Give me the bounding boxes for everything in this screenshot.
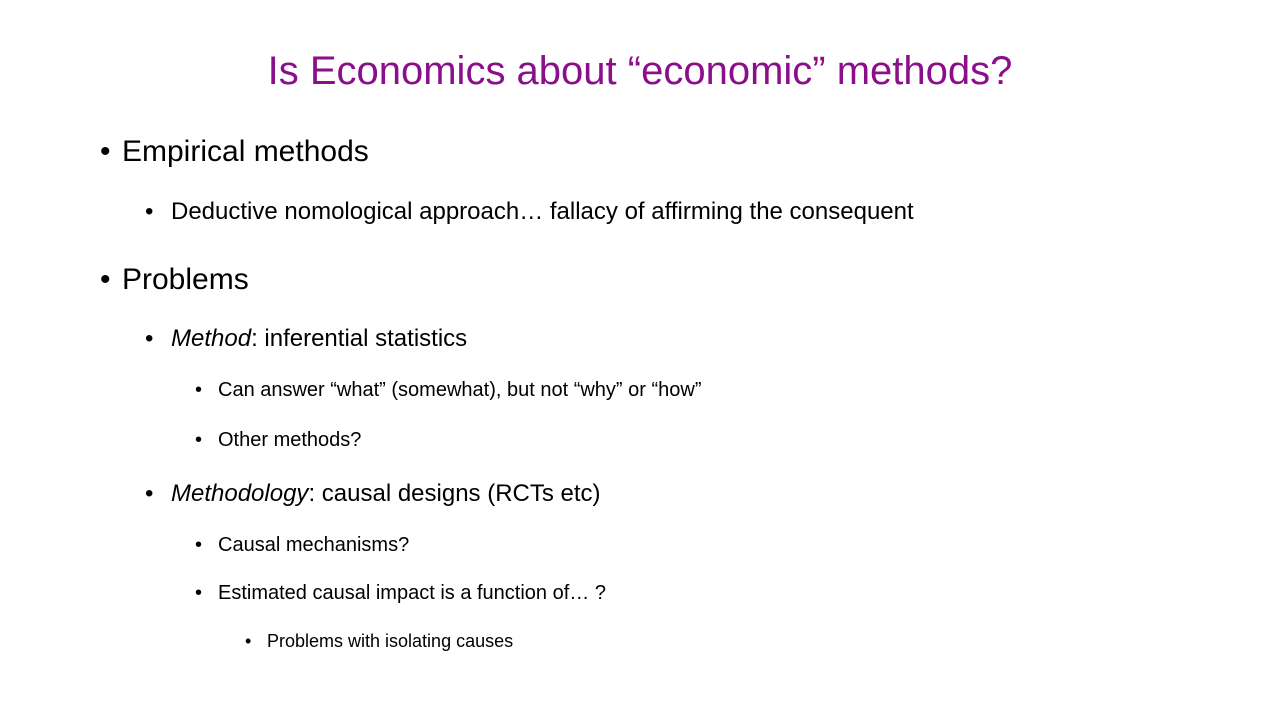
bullet-marker: • <box>195 582 203 604</box>
bullet-text: Causal mechanisms? <box>218 534 410 556</box>
bullet-empirical-methods <box>100 134 369 170</box>
bullet-deductive-nomological <box>145 197 914 227</box>
bullet-text: Can answer “what” (somewhat), but not “why” or “how” <box>218 379 702 401</box>
bullet-marker: • <box>100 263 111 296</box>
bullet-marker: • <box>195 379 203 401</box>
bullet-text: Problems with isolating causes <box>267 631 514 651</box>
bullet-marker: • <box>245 631 252 651</box>
bullet-text: : causal designs (RCTs etc) <box>308 480 601 507</box>
bullet-text: Deductive nomological approach… fallacy of affirming the consequent <box>171 198 914 225</box>
bullet-text: Empirical methods <box>122 135 369 168</box>
bullet-marker: • <box>195 429 203 451</box>
bullet-marker: • <box>100 135 111 168</box>
bullet-problems <box>100 262 249 298</box>
bullet-marker: • <box>145 198 154 225</box>
bullet-text: Other methods? <box>218 429 362 451</box>
bullet-other-methods <box>195 427 361 453</box>
slide-title: Is Economics about “economic” methods? <box>267 49 1013 93</box>
bullet-text: : inferential statistics <box>251 325 468 352</box>
bullet-isolating-causes <box>245 629 513 653</box>
bullet-term: Method <box>171 325 252 352</box>
bullet-can-answer <box>195 377 702 403</box>
bullet-marker: • <box>145 325 154 352</box>
bullet-term: Methodology <box>171 480 309 507</box>
bullet-estimated-causal-impact <box>195 580 606 606</box>
bullet-method <box>145 324 467 354</box>
bullet-text: Problems <box>122 263 249 296</box>
bullet-marker: • <box>195 534 203 556</box>
bullet-marker: • <box>145 480 154 507</box>
bullet-methodology <box>145 479 601 509</box>
bullet-text: Estimated causal impact is a function of… ? <box>218 582 606 604</box>
bullet-causal-mechanisms <box>195 532 409 558</box>
